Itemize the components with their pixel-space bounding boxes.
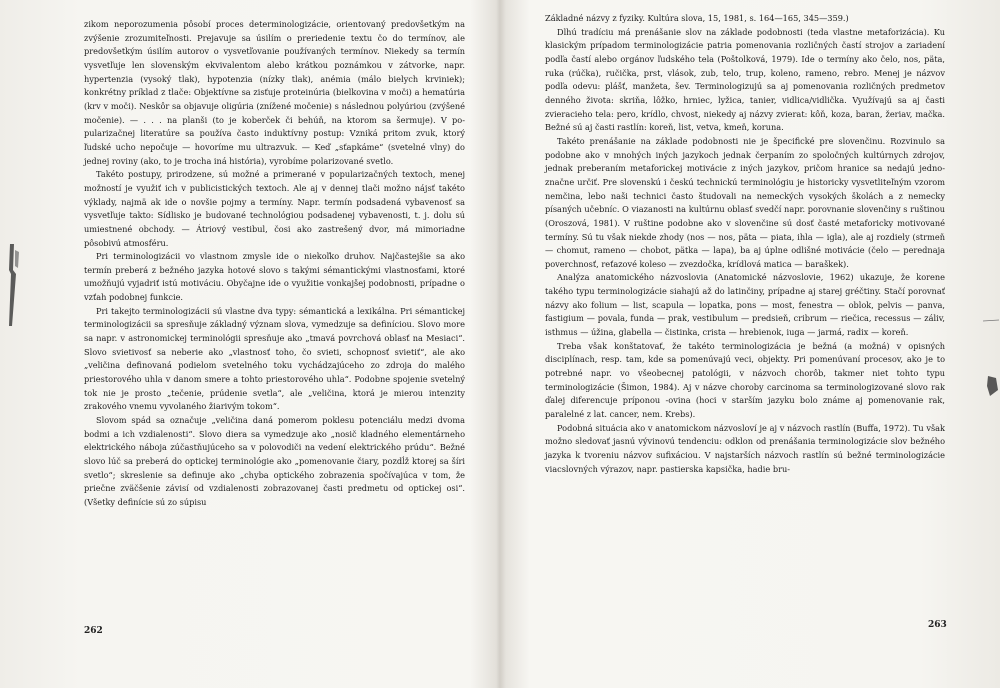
margin-tick-mark (982, 318, 1000, 324)
page-number-left: 262 (84, 626, 103, 636)
paragraph: Analýza anatomického názvoslovia (Anatomické názvoslovie, 1962) ukazuje, že korene takého typu terminologizácie siahajú až do latinčiny, prípadne aj starej gréčtiny. Stačí porovnať názvy ako folium — list, scapula — lopatka, pons — most, fenestra — oblok, pelvis — panva, fastigium — povala, funda — prak, vestibulum — predsieň, cribrum — riečica, recessus — záliv, isthmus — úžina, glabella — čistinka, crista — hrebienok, iuga — jarmá, radix — koreň. (545, 272, 945, 338)
paragraph: Pri terminologizácii vo vlastnom zmysle ide o niekoľko druhov. Najčastejšie sa ako termín preberá z bežného jazyka hotové slovo s takými sémantickými vlastnosťami, ktoré umožňujú vyjadriť istú motiváciu. Obyčajne ide o využitie vonkajšej podobnosti, prípadne o vzťah podobnej funkcie. (84, 251, 465, 303)
paragraph: Dlhú tradíciu má prenášanie slov na základe podobnosti (teda vlastne metaforizácia). Ku klasickým prípadom terminologizácie patria pomenovania rozličných častí strojov a zariadení podľa častí alebo orgánov ľudského tela (Poštolková, 1979). Ide o termíny ako čelo, nos, päta, ruka (rúčka), ručička, prst, vlások, zub, telo, trup, koleno, rameno, rebro. Menej je názvov podľa odevu: plášť, manžeta, šev. Terminologizujú sa aj pomenovania rozličných predmetov denného života: skriňa, lôžko, hrniec, lyžica, tanier, vidlica/vidlička. Využívajú sa aj časti zvieracieho tela: pero, krídlo, chvost, niekedy aj názvy zvierat: kôň, koza, baran, žeriav, mačka. Bežné sú aj časti rastlín: koreň, list, vetva, kmeň, koruna. (545, 26, 945, 133)
edge-clip-mark (984, 370, 1000, 400)
paragraph: Takéto postupy, prirodzene, sú možné a primerané v popularizačných textoch, menej možností je využiť ich v publicistických textoch. Ale aj v dennej tlači možno nájsť takéto výklady, najmä ak ide o novšie pojmy a termíny. Napr. termín podsadená vybavenosť sa vysvetľuje takto: Sídlisko je budované technológiou podsadenej vybavenosti, t. j. dolu sú umiestnené obchody. — Átriový vestibul, čosi ako zastrešený dvor, má mimoriadne pôsobivú atmosféru. (84, 169, 465, 248)
paragraph: zikom neporozumenia pôsobí proces determinologizácie, orientovaný predovšetkým na zvýšenie zrozumiteľnosti. Prejavuje sa úsilím o preriedenie textu čo do termínov, ale predovšetkým úsilím autorov o vysvetľovanie používaných termínov. Niekedy sa termín vysvetľuje len slovenským ekvivalentom alebo krátkou poznámkou v zátvorke, napr. hypertenzia (vysoký tlak), hypotenzia (nízky tlak), anémia (málo bielych krviniek); konkrétny príklad z tlače: Objektívne sa zisťuje proteinúria (bielkovina v moči) a hematúria (krv v moči). Neskôr sa objavuje oligúria (znížené močenie) s následnou polyúriou (zvýšené močenie). — . . . na planši (to je koberček či behúň, na ktorom sa šermuje). V popularizačnej literatúre sa používa často induktívny postup: Vzniká pritom zvuk, ktorý ľudské ucho nepočuje — hovoríme mu ultrazvuk. — Keď „sťapkáme“ (svetelné vlny) do jednej roviny (ako, to je trocha iná história), vyrobíme polarizované svetlo. (84, 19, 465, 166)
binder-clip-mark (0, 240, 26, 330)
paragraph: Treba však konštatovať, že takéto terminologizácia je bežná (a možná) v opisných disciplínach, resp. tam, kde sa pomenúvajú veci, objekty. Pri pomenúvaní procesov, ako je to potrebné napr. vo všeobecnej patológii, v názvoch chorôb, takmer niet tohto typu terminologizácie (Šimon, 1984). Aj v názve choroby carcinoma sa terminologizované slovo rak ďalej diferencuje príponou -ovina (hoci v starším jazyku bolo známe aj pomenovanie rak, paralelné z lat. cancer, nem. Krebs). (545, 340, 945, 420)
page-number-right: 263 (928, 620, 947, 630)
right-page-text (545, 12, 945, 476)
paragraph: Podobná situácia ako v anatomickom názvosloví je aj v názvoch rastlín (Buffa, 1972). Tu však možno sledovať jasnú vývinovú tendenciu: odklon od prenášania terminologizácie slov bežného jazyka k tvoreniu názvov sufixáciou. V najstarších názvoch rastlín sú bežné terminologizácie viacslovných výrazov, napr. pastierska kapsička, hadie bru- (545, 422, 945, 474)
left-page-text (84, 18, 465, 510)
paragraph: Základné názvy z fyziky. Kultúra slova, 15, 1981, s. 164—165, 345—359.) (545, 13, 849, 23)
paragraph: Slovom spád sa označuje „veličina daná pomerom poklesu potenciálu medzi dvoma bodmi a ich vzdialenosti“. Slovo diera sa vymedzuje ako „nosič kladného elementárneho elektrického náboja zúčastňujúceho sa v polovodiči na vedení elektrického prúdu“. Bežné slovo lúč sa preberá do optickej terminológie ako „pomenovanie čiary, pozdĺž ktorej sa šíri svetlo“; skreslenie sa definuje ako „chyba optického zobrazenia spočívajúca v tom, že priečne zväčšenie závisí od vzdialenosti zobrazovanej časti predmetu od optickej osi“. (Všetky definície sú zo súpisu (84, 415, 465, 507)
paragraph: Takéto prenášanie na základe podobnosti nie je špecifické pre slovenčinu. Rozvinulo sa podobne ako v mnohých iných jazykoch jednak čerpaním zo spoločných kultúrnych zdrojov, jednak preberaním metaforickej motivácie z iných jazykov, pričom hranice sa nedajú jednoznačne určiť. Pre slovenskú i českú technickú terminológiu je historicky vysvetliteľným vzorom nemčina, lebo naši technici často študovali na nemeckých vysokých školách a z nemecky písaných učebníc. O viazanosti na kultúrnu oblasť svedčí napr. porovnanie slovenčiny s ruštinou (Oroszová, 1981). V ruštine podobne ako v slovenčine sú dosť časté metaforicky motivované termíny. Sú tu však niekde zhody (nos — nos, päta — piata, ihla — igla), ale aj rozdiely (strmeň — chomut, rameno — chobot, pätka — lapa), ba aj úplne odlišné motivácie (čelo — perednaja poverchnosť, reťazové koleso — zvezdočka, krídlová matica — baraškek). (545, 135, 945, 269)
paragraph: Pri takejto terminologizácii sú vlastne dva typy: sémantická a lexikálna. Pri sémantickej terminologizácii sa spresňuje základný význam slova, vymedzuje sa definíciou. Slovo more sa napr. v astronomickej terminológii spresňuje ako „tmavá povrchová oblasť na Mesiaci“. Slovo svietivosť sa neberie ako „vlastnosť toho, čo svieti, schopnosť svietiť“, ale ako „veličina definovaná podielom svetelného toku vychádzajúceho zo zdroja do malého priestorového uhla v danom smere a tohto priestorového uhla“. Podobne spojenie svetelný tok nie je prosto „tečenie, prúdenie svetla“, ale „veličina, ktorá je mierou intenzity zrakového vnemu vyvolaného žiarivým tokom“. (84, 305, 465, 412)
